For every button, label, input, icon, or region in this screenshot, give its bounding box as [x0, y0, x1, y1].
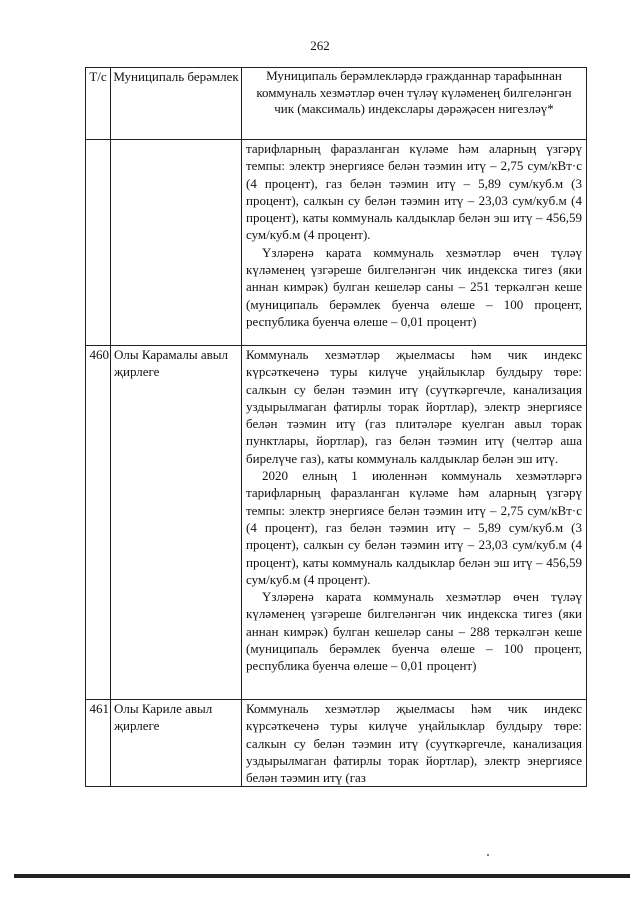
- paragraph: тарифларның фаразланган күләме һәм аларның үзгәрү темпы: электр энергиясе белән тәэмин итү – 2,75 сум/кВт·с (4 процент), газ белән тәэмин итү – 5,89 сум/куб.м (3 процент), салкын су белән тәэмин итү – 23,03 сум/куб.м (4 процент), каты коммуналь калдыклар белән эш итү – 456,59 сум/куб.м (4 процент).: [246, 141, 582, 243]
- scan-edge-line: [14, 874, 630, 878]
- table-row: [86, 700, 587, 787]
- paragraph: Коммуналь хезмәтләр җыелмасы һәм чик индекс күрсәткеченә туры килүче уңайлыклар булдыру төре: салкын су белән тәэмин итү (суүткәргечле, канализация уздырылмаган фатирлы торак йортлар), электр энергиясе белән тәэмин итү (газ: [246, 701, 582, 786]
- paragraph: Үзләренә карата коммуналь хезмәтләр өчен түләү күләменең үзгәреше билгеләнгән чик индекска тигез (яки аннан кимрәк) булган кешеләр саны – 251 теркәлгән кеше (муниципаль берәмлек буенча өлеше – 100 процент, республика буенча өлеше – 0,01 процент): [246, 244, 582, 329]
- row-justification: [242, 346, 587, 700]
- row-municipality: [111, 140, 242, 346]
- clipped-cell-content: [246, 700, 582, 786]
- row-number: 460: [86, 346, 111, 700]
- municipal-index-table: [85, 67, 587, 787]
- table-row: [86, 140, 587, 346]
- page-number: 262: [310, 38, 330, 53]
- table-row: [86, 346, 587, 700]
- row-municipality: Олы Карамалы авыл җирлеге: [111, 346, 242, 700]
- row-justification: [242, 140, 587, 346]
- row-number: [86, 140, 111, 346]
- paragraph: Үзләренә карата коммуналь хезмәтләр өчен түләү күләменең үзгәреше билгеләнгән чик индекска тигез (яки аннан кимрәк) булган кешеләр саны – 288 теркәлгән кеше (муниципаль берәмлек буенча өлеше – 100 процент, республика буенча өлеше – 0,01 процент): [246, 589, 582, 674]
- row-number: 461: [86, 700, 111, 787]
- header-number: Т/с: [86, 68, 111, 140]
- paragraph: Коммуналь хезмәтләр җыелмасы һәм чик индекс күрсәткеченә туры килүче уңайлыклар булдыру төре: салкын су белән тәэмин итү (суүткәргечле, канализация уздырылмаган фатирлы торак йортлар), электр энергиясе белән тәэмин итү (газ плитәләре куелган авыл торак пунктлары, йортлар), газ белән тәэмин итү (челтәр аша бирелүче газ), каты коммуналь калдыклар белән эш итү.: [246, 347, 582, 466]
- scan-speck: [487, 854, 489, 856]
- table-header-row: [86, 68, 587, 140]
- header-justification: Муниципаль берәмлекләрдә гражданнар тарафыннан коммуналь хезмәтләр өчен түләү күләменең билгеләнгән чик (максималь) индекслары дәрәҗәсен нигезләү*: [242, 68, 587, 140]
- paragraph: 2020 елның 1 июленнән коммуналь хезмәтләргә тарифларның фаразланган күләме һәм аларның үзгәрү темпы: электр энергиясе белән тәэмин итү – 2,75 сум/кВт·с (4 процент), газ белән тәэмин итү – 5,89 сум/куб.м (3 процент), салкын су белән тәэмин итү – 23,03 сум/куб.м (4 процент), каты коммуналь калдыклар белән эш итү – 456,59 сум/куб.м (4 процент).: [246, 468, 582, 587]
- header-municipality: Муниципаль берәмлек: [111, 68, 242, 140]
- row-municipality: Олы Кариле авыл җирлеге: [111, 700, 242, 787]
- row-justification: [242, 700, 587, 787]
